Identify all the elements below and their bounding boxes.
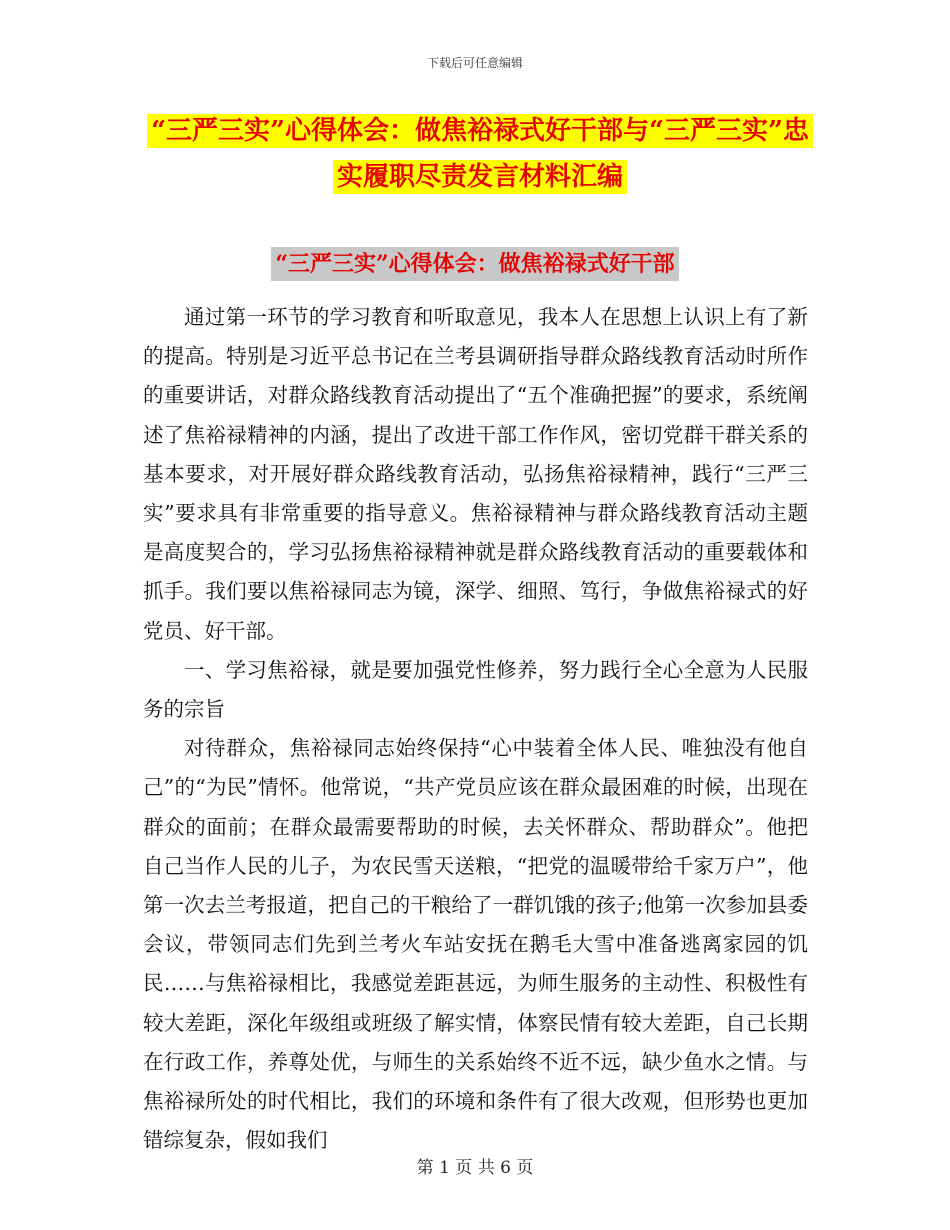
document-title [140, 108, 820, 200]
body-text [143, 298, 808, 1160]
paragraph: 对待群众，焦裕禄同志始终保持“心中装着全体人民、唯独没有他自己”的“为民”情怀。他常说，“共产党员应该在群众最困难的时候，出现在群众的面前；在群众最需要帮助的时候，去关怀群众、帮助群众”。他把自己当作人民的儿子，为农民雪天送粮，“把党的温暖带给千家万户”，他第一次去兰考报道，把自己的干粮给了一群饥饿的孩子;他第一次参加县委会议，带领同志们先到兰考火车站安抚在鹅毛大雪中准备逃离家园的饥民……与焦裕禄相比，我感觉差距甚远，为师生服务的主动性、积极性有较大差距，深化年级组或班级了解实情，体察民情有较大差距，自己长期在行政工作，养尊处优，与师生的关系始终不近不远，缺少鱼水之情。与焦裕禄所处的时代相比，我们的环境和条件有了很大改观，但形势也更加错综复杂，假如我们 [143, 736, 808, 1153]
paragraph: 通过第一环节的学习教育和听取意见，我本人在思想上认识上有了新的提高。特别是习近平总书记在兰考县调研指导群众路线教育活动时所作的重要讲话，对群众路线教育活动提出了“五个准确把握”的要求，系统阐述了焦裕禄精神的内涵，提出了改进干部工作作风，密切党群干群关系的基本要求，对开展好群众路线教育活动，弘扬焦裕禄精神，践行“三严三实”要求具有非常重要的指导意义。焦裕禄精神与群众路线教育活动主题是高度契合的，学习弘扬焦裕禄精神就是群众路线教育活动的重要载体和抓手。我们要以焦裕禄同志为镜，深学、细照、笃行，争做焦裕禄式的好党员、好干部。 [143, 305, 808, 643]
section-subtitle [0, 247, 950, 278]
section-subtitle-text: “三严三实”心得体会：做焦裕禄式好干部 [271, 247, 678, 281]
document-title-text: “三严三实”心得体会：做焦裕禄式好干部与“三严三实”忠实履职尽责发言材料汇编 [147, 114, 813, 194]
section-heading: 一、学习焦裕禄，就是要加强党性修养，努力践行全心全意为人民服务的宗旨 [143, 657, 808, 722]
page-footer: 第 1 页 共 6 页 [416, 1158, 534, 1178]
header-note: 下载后可任意编辑 [426, 56, 523, 70]
